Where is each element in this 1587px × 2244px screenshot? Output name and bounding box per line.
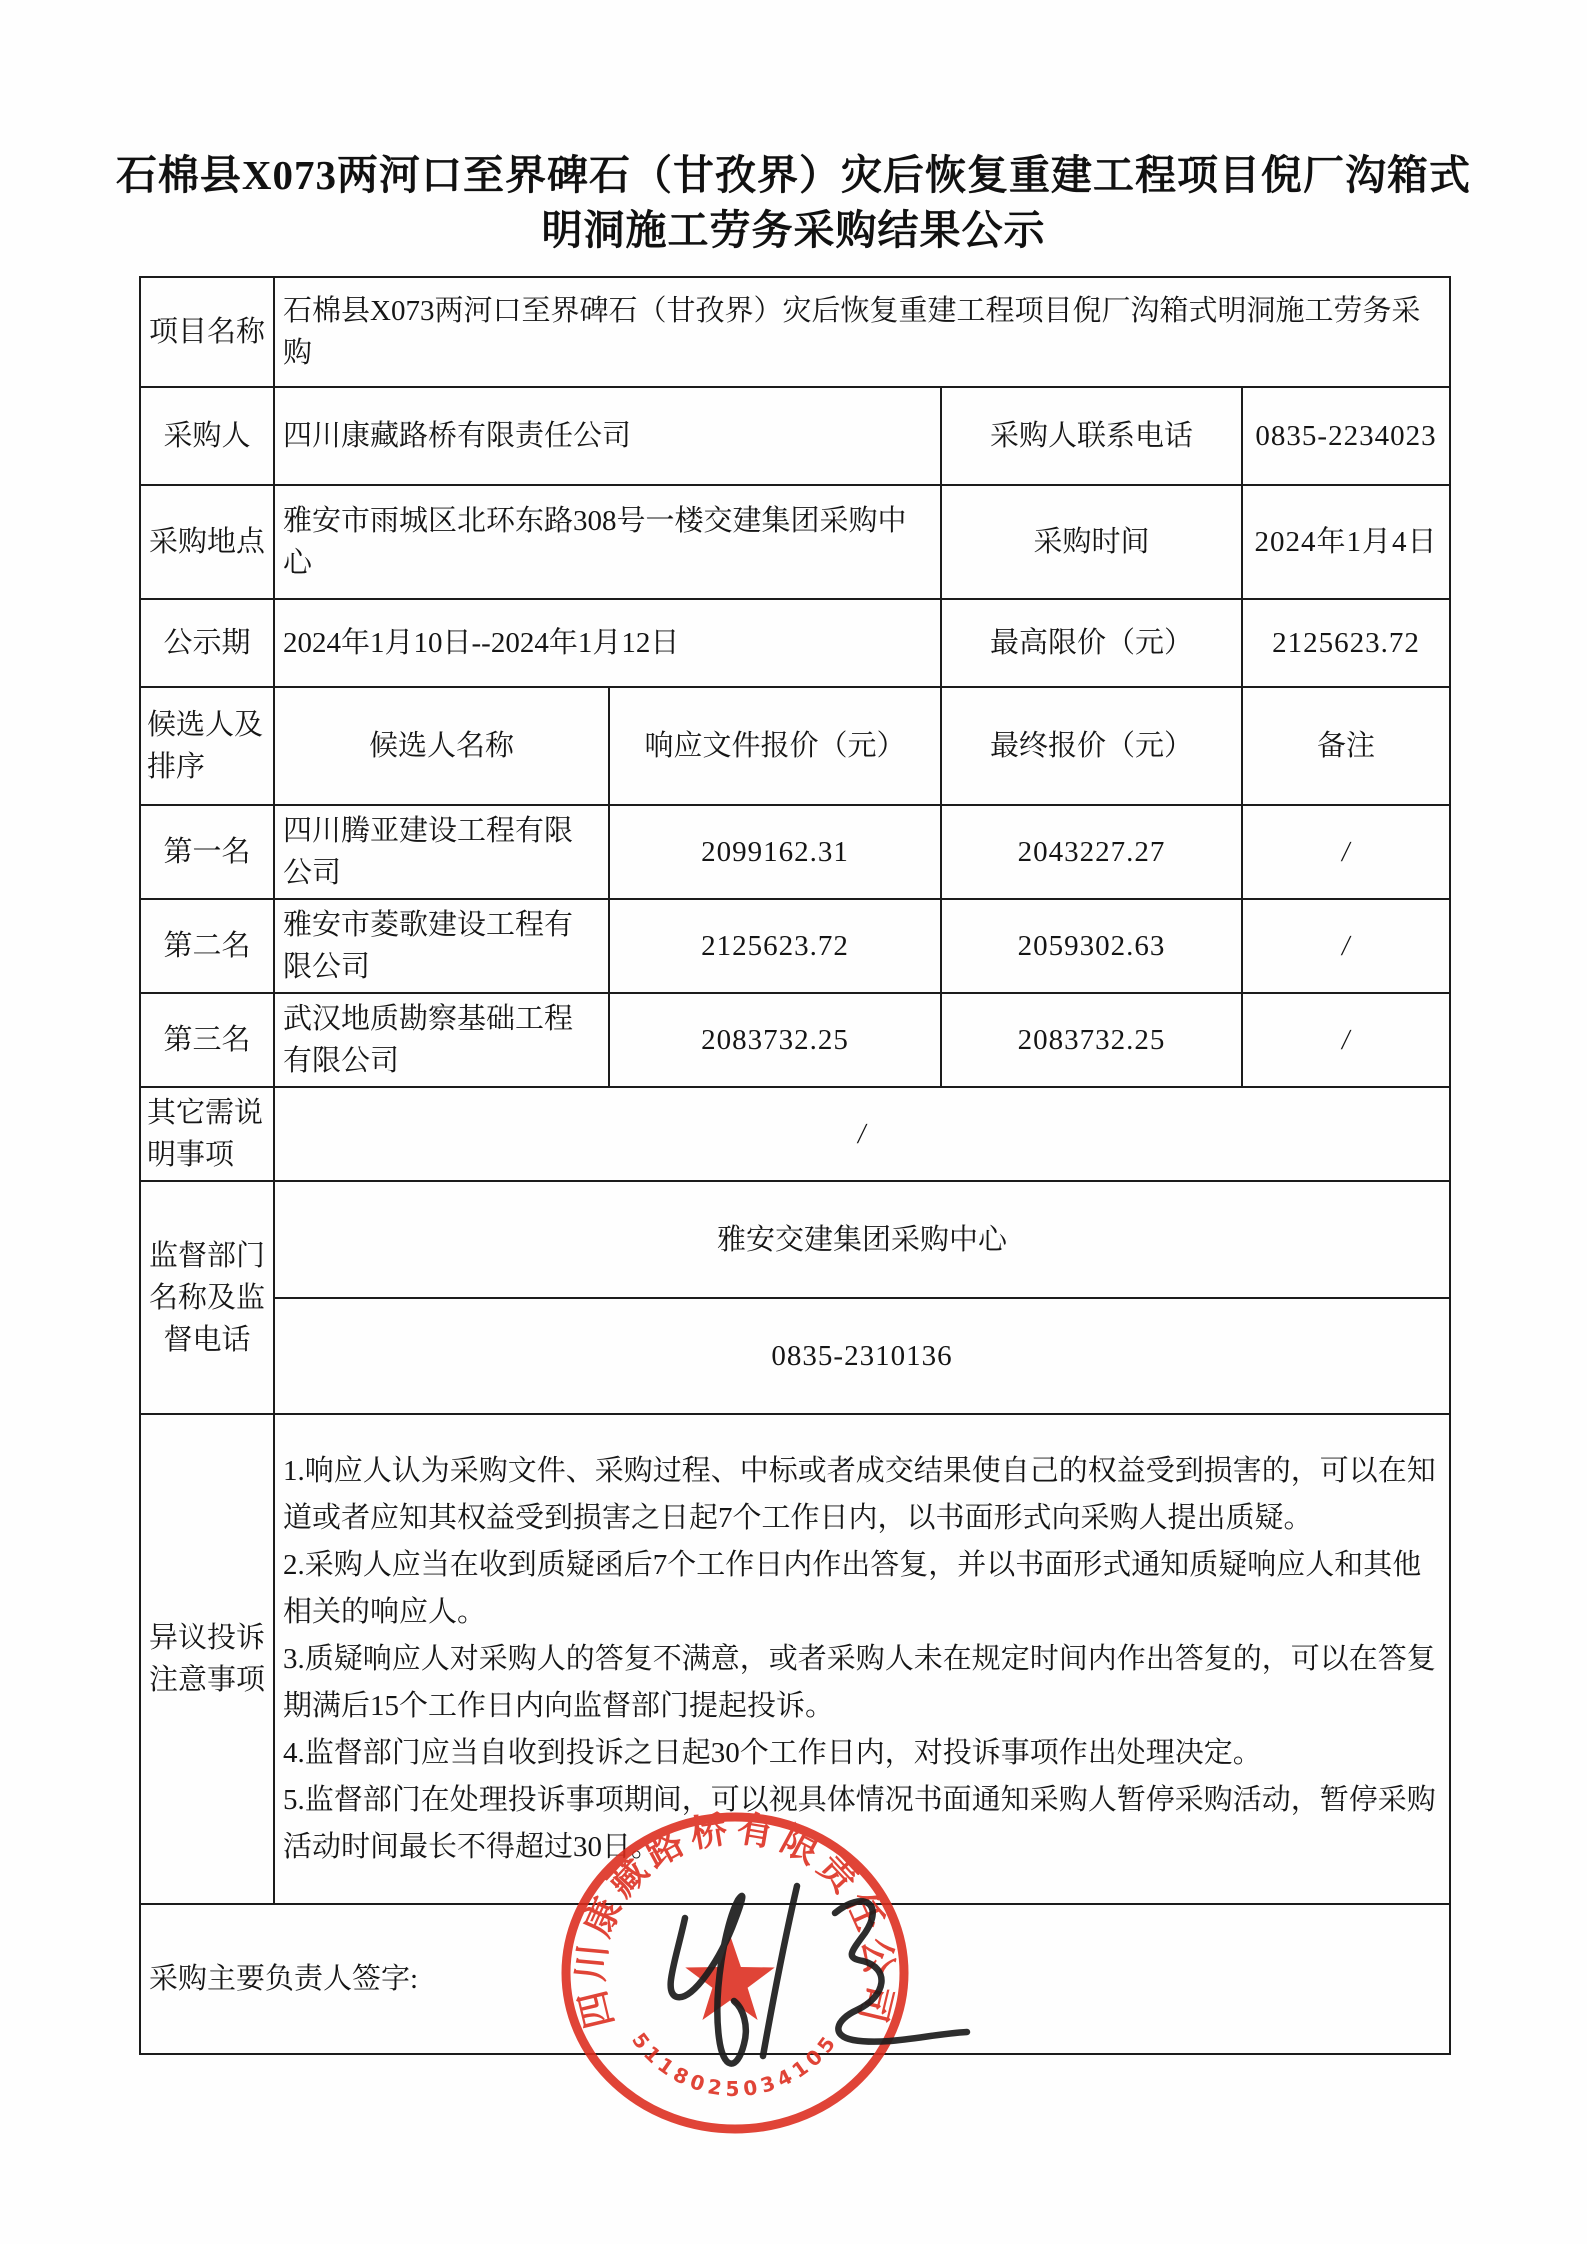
purchaser-value: 四川康藏路桥有限责任公司 [274, 387, 941, 485]
name-column-header: 候选人名称 [274, 687, 609, 805]
candidate-3-rank: 第三名 [140, 993, 274, 1087]
purchaser-label: 采购人 [140, 387, 274, 485]
remark-column-header: 备注 [1242, 687, 1450, 805]
signature-cell [140, 1904, 1450, 2054]
table-row [140, 485, 1450, 599]
seal-number-text: 5118025034105 [627, 2028, 843, 2101]
objection-item-3: 3.质疑响应人对采购人的答复不满意，或者采购人未在规定时间内作出答复的，可以在答复期满后15个工作日内向监督部门提起投诉。 [283, 1642, 1436, 1722]
objection-label: 异议投诉注意事项 [140, 1414, 274, 1904]
procurement-result-table [139, 276, 1449, 2055]
project-name-label: 项目名称 [140, 277, 274, 387]
candidate-1-remark: / [1242, 805, 1450, 899]
document-title [80, 148, 1507, 258]
objection-item-2: 2.采购人应当在收到质疑函后7个工作日内作出答复，并以书面形式通知质疑响应人和其他相关的响应人。 [283, 1548, 1422, 1628]
supervision-phone-row [140, 1298, 1450, 1414]
candidate-2-doc-bid: 2125623.72 [609, 899, 941, 993]
objection-row [140, 1414, 1450, 1904]
candidate-1-doc-bid: 2099162.31 [609, 805, 941, 899]
candidate-2-final-bid: 2059302.63 [941, 899, 1242, 993]
supervision-dept-name: 雅安交建集团采购中心 [274, 1181, 1450, 1298]
objection-item-1: 1.响应人认为采购文件、采购过程、中标或者成交结果使自己的权益受到损害的，可以在知道或者应知其权益受到损害之日起7个工作日内，以书面形式向采购人提出质疑。 [283, 1454, 1436, 1534]
location-label: 采购地点 [140, 485, 274, 599]
final-bid-column-header: 最终报价（元） [941, 687, 1242, 805]
candidate-2-remark: / [1242, 899, 1450, 993]
signature-row [140, 1904, 1450, 2054]
max-price-label: 最高限价（元） [941, 599, 1242, 687]
objection-item-5: 5.监督部门在处理投诉事项期间，可以视具体情况书面通知采购人暂停采购活动，暂停采购活动时间最长不得超过30日。 [283, 1783, 1436, 1863]
candidate-3-final-bid: 2083732.25 [941, 993, 1242, 1087]
other-notes-row [140, 1087, 1450, 1181]
purchaser-phone-label: 采购人联系电话 [941, 387, 1242, 485]
document-title-line1: 石棉县X073两河口至界碑石（甘孜界）灾后恢复重建工程项目倪厂沟箱式 [115, 152, 1472, 198]
signature-label: 采购主要负责人签字: [149, 1963, 419, 1996]
candidates-header-row [140, 687, 1450, 805]
candidate-3-remark: / [1242, 993, 1450, 1087]
supervision-dept-phone: 0835-2310136 [274, 1298, 1450, 1414]
project-name-value: 石棉县X073两河口至界碑石（甘孜界）灾后恢复重建工程项目倪厂沟箱式明洞施工劳务采购 [274, 277, 1450, 387]
candidate-2-name: 雅安市菱歌建设工程有限公司 [274, 899, 609, 993]
candidate-3-name: 武汉地质勘察基础工程有限公司 [274, 993, 609, 1087]
candidate-row-1 [140, 805, 1450, 899]
candidate-1-rank: 第一名 [140, 805, 274, 899]
candidate-row-2 [140, 899, 1450, 993]
objection-notes [274, 1414, 1450, 1904]
publicity-period-value: 2024年1月10日--2024年1月12日 [274, 599, 941, 687]
doc-bid-column-header: 响应文件报价（元） [609, 687, 941, 805]
table-row [140, 599, 1450, 687]
supervision-label: 监督部门名称及监督电话 [140, 1181, 274, 1414]
publicity-period-label: 公示期 [140, 599, 274, 687]
document-title-line2: 明洞施工劳务采购结果公示 [541, 207, 1046, 253]
rank-column-header: 候选人及排序 [140, 687, 274, 805]
candidate-1-name: 四川腾亚建设工程有限公司 [274, 805, 609, 899]
location-value: 雅安市雨城区北环东路308号一楼交建集团采购中心 [274, 485, 941, 599]
purchaser-phone-value: 0835-2234023 [1242, 387, 1450, 485]
other-notes-label: 其它需说明事项 [140, 1087, 274, 1181]
candidate-2-rank: 第二名 [140, 899, 274, 993]
candidate-3-doc-bid: 2083732.25 [609, 993, 941, 1087]
purchase-time-label: 采购时间 [941, 485, 1242, 599]
candidate-row-3 [140, 993, 1450, 1087]
seal-company-text: 四川康藏路桥有限责任公司 [570, 1808, 900, 2032]
table-row [140, 387, 1450, 485]
candidate-1-final-bid: 2043227.27 [941, 805, 1242, 899]
purchase-time-value: 2024年1月4日 [1242, 485, 1450, 599]
other-notes-value: / [274, 1087, 1450, 1181]
max-price-value: 2125623.72 [1242, 599, 1450, 687]
objection-item-4: 4.监督部门应当自收到投诉之日起30个工作日内，对投诉事项作出处理决定。 [283, 1736, 1262, 1769]
supervision-row [140, 1181, 1450, 1298]
table-row [140, 277, 1450, 387]
